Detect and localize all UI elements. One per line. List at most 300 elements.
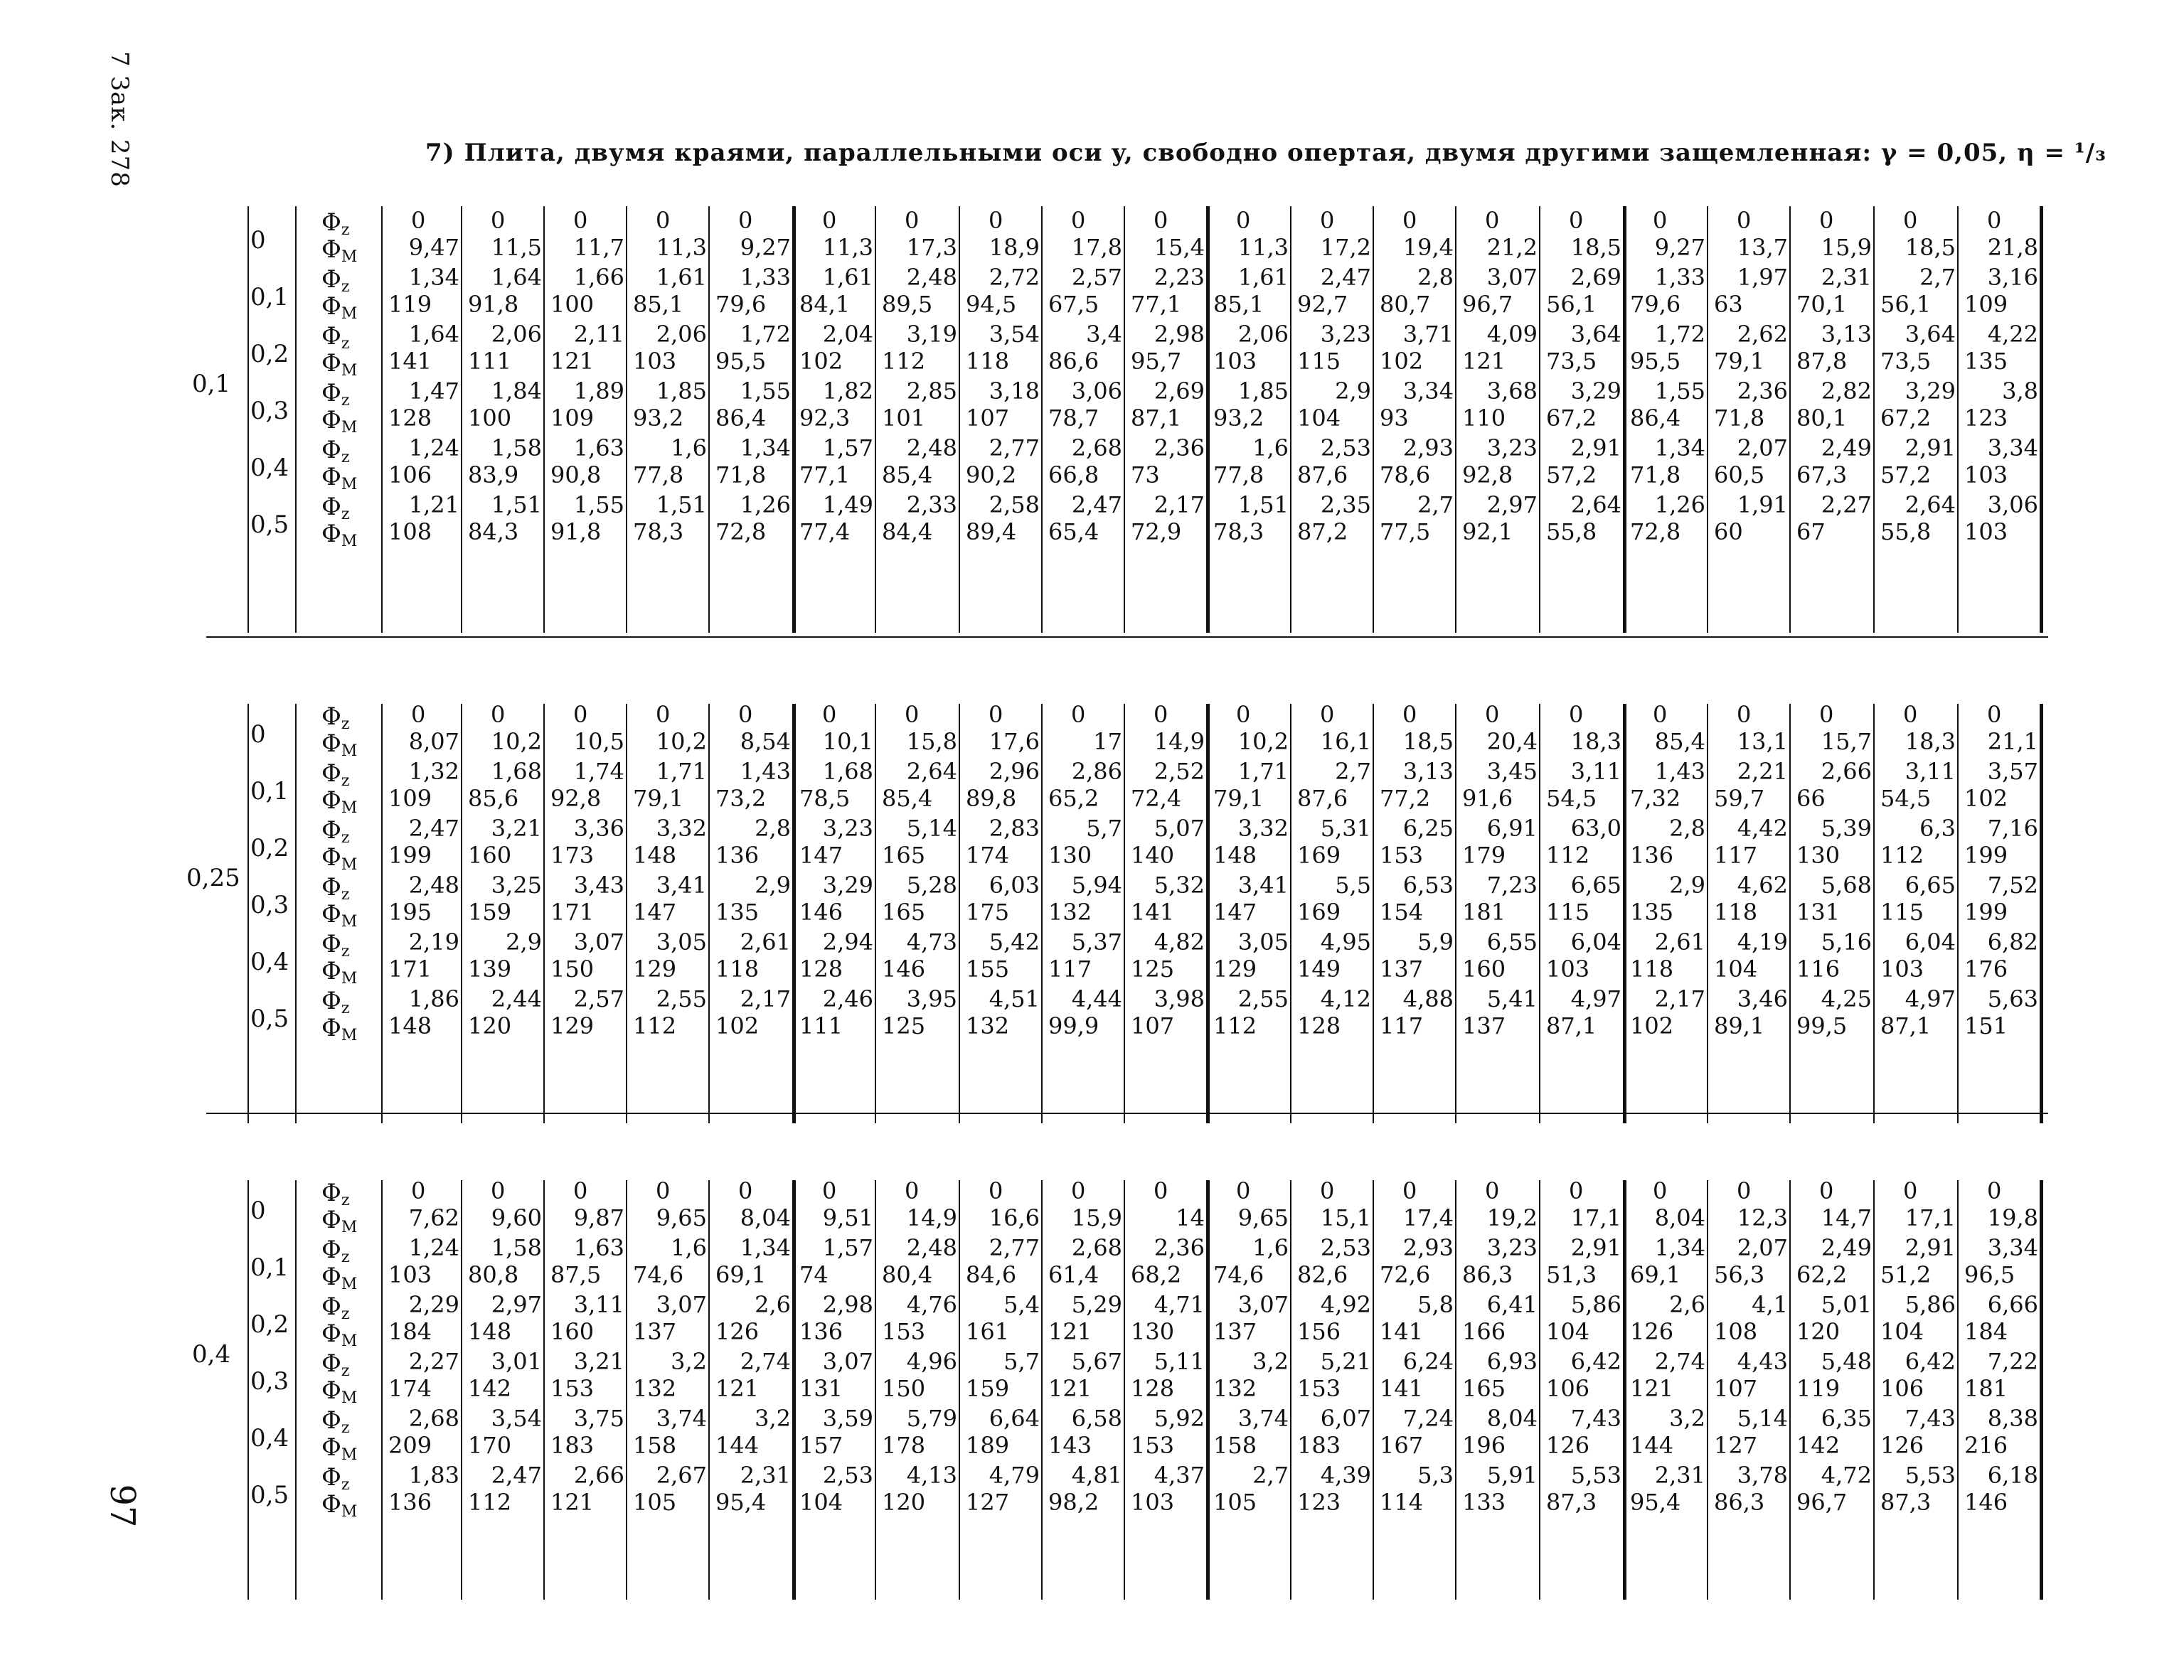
cell-phi-m: 95,5: [715, 348, 767, 375]
cell-phi-m: 62,2: [1796, 1261, 1848, 1288]
cell-phi-m: 85,4: [882, 461, 933, 488]
cell-phi-z: 0: [989, 701, 1003, 728]
cell-phi-z: 0: [822, 207, 837, 234]
cell-phi-m: 85,4: [882, 785, 933, 812]
cell-phi-z: 1,49: [822, 491, 873, 518]
cell-phi-m: 89,8: [966, 785, 1017, 812]
cell-phi-z: 1,64: [491, 264, 542, 291]
cell-phi-z: 0: [1071, 1177, 1086, 1204]
cell-phi-m: 128: [1131, 1375, 1175, 1402]
cell-phi-m: 136: [799, 1318, 843, 1345]
cell-phi-z: 2,06: [656, 321, 707, 348]
cell-phi-z: 2,04: [822, 321, 873, 348]
cell-phi-z: 2,52: [1154, 758, 1205, 785]
cell-phi-m: 148: [1213, 842, 1257, 869]
cell-phi-m: 87,1: [1880, 1012, 1932, 1039]
cell-phi-z: 6,42: [1905, 1348, 1956, 1375]
cell-phi-z: 1,24: [408, 434, 459, 461]
cell-phi-m: 92,3: [799, 405, 851, 432]
cell-phi-m: 14,9: [1154, 728, 1205, 755]
phi-subscript: M: [341, 1503, 358, 1521]
cell-phi-z: 4,72: [1821, 1462, 1872, 1489]
block-vline: [1957, 206, 1959, 633]
cell-phi-z: 1,71: [1237, 758, 1289, 785]
cell-phi-m: 69,1: [1630, 1261, 1681, 1288]
cell-phi-m: 144: [715, 1432, 760, 1459]
cell-phi-m: 195: [388, 899, 432, 926]
cell-phi-m: 21,2: [1486, 234, 1538, 261]
cell-phi-m: 9,27: [1654, 234, 1705, 261]
cell-phi-m: 93,2: [633, 405, 684, 432]
cell-phi-m: 14,7: [1821, 1204, 1872, 1231]
cell-phi-m: 56,3: [1714, 1261, 1765, 1288]
xi-label: 0,1: [250, 777, 289, 806]
cell-phi-m: 11,7: [573, 234, 624, 261]
phi-subscript: M: [341, 799, 358, 817]
phi-subscript: z: [341, 1000, 350, 1017]
cell-phi-z: 3,64: [1570, 321, 1621, 348]
cell-phi-z: 0: [1653, 207, 1668, 234]
cell-phi-z: 4,96: [906, 1348, 957, 1375]
phi-symbol: Φ: [321, 1433, 341, 1462]
cell-phi-m: 10,2: [1237, 728, 1289, 755]
cell-phi-z: 3,18: [989, 378, 1040, 405]
cell-phi-m: 196: [1462, 1432, 1506, 1459]
cell-phi-m: 179: [1462, 842, 1506, 869]
cell-phi-z: 4,42: [1737, 815, 1788, 842]
cell-phi-m: 79,1: [1714, 348, 1765, 375]
cell-phi-z: 5,41: [1486, 985, 1538, 1012]
cell-phi-m: 80,1: [1796, 405, 1848, 432]
block-vline: [295, 206, 297, 633]
cell-phi-z: 3,43: [573, 872, 624, 899]
cell-phi-z: 0: [1320, 701, 1335, 728]
block-vline: [708, 1180, 710, 1600]
cell-phi-z: 5,86: [1570, 1291, 1621, 1318]
cell-phi-z: 5,94: [1071, 872, 1122, 899]
row-label-phi-z: [321, 381, 349, 409]
cell-phi-m: 11,3: [656, 234, 707, 261]
cell-phi-z: 5,21: [1320, 1348, 1371, 1375]
cell-phi-z: 1,34: [740, 1234, 791, 1261]
cell-phi-z: 0: [1987, 207, 2002, 234]
cell-phi-m: 109: [550, 405, 595, 432]
cell-phi-z: 2,53: [1320, 434, 1371, 461]
row-label-phi-z: [321, 989, 349, 1017]
cell-phi-m: 73: [1131, 461, 1160, 488]
cell-phi-m: 129: [550, 1012, 595, 1039]
cell-phi-z: 1,34: [408, 264, 459, 291]
cell-phi-z: 0: [1819, 701, 1834, 728]
cell-phi-m: 7,62: [408, 1204, 459, 1231]
cell-phi-m: 10,2: [656, 728, 707, 755]
cell-phi-z: 2,64: [1905, 491, 1956, 518]
cell-phi-z: 2,17: [1654, 985, 1705, 1012]
row-label-phi-m: [321, 1322, 357, 1349]
cell-phi-m: 121: [1048, 1375, 1092, 1402]
row-label-phi-z: [321, 818, 349, 846]
block-vline: [1539, 206, 1540, 633]
cell-phi-z: 7,23: [1486, 872, 1538, 899]
cell-phi-z: 5,48: [1821, 1348, 1872, 1375]
cell-phi-m: 95,4: [1630, 1489, 1681, 1516]
cell-phi-m: 54,5: [1880, 785, 1932, 812]
cell-phi-z: 7,16: [1987, 815, 2038, 842]
cell-phi-m: 156: [1297, 1318, 1341, 1345]
cell-phi-z: 2,82: [1821, 378, 1872, 405]
block-vline: [1707, 704, 1708, 1123]
phi-symbol: Φ: [321, 702, 341, 731]
cell-phi-z: 2,36: [1154, 434, 1205, 461]
cell-phi-z: 0: [822, 1177, 837, 1204]
cell-phi-z: 3,68: [1486, 378, 1538, 405]
phi-subscript: M: [341, 913, 358, 931]
cell-phi-m: 9,51: [822, 1204, 873, 1231]
cell-phi-z: 1,66: [573, 264, 624, 291]
cell-phi-m: 74,6: [633, 1261, 684, 1288]
cell-phi-z: 5,11: [1154, 1348, 1205, 1375]
cell-phi-z: 3,07: [1237, 1291, 1289, 1318]
row-label-phi-m: [321, 1265, 357, 1293]
phi-subscript: z: [341, 1192, 350, 1209]
cell-phi-m: 63: [1714, 291, 1743, 318]
page-number: 97: [102, 1484, 142, 1528]
cell-phi-z: 0: [1402, 207, 1417, 234]
cell-phi-m: 139: [468, 956, 512, 983]
cell-phi-z: 4,97: [1570, 985, 1621, 1012]
cell-phi-z: 2,93: [1402, 434, 1454, 461]
phi-subscript: M: [341, 1219, 358, 1236]
cell-phi-z: 2,91: [1570, 1234, 1621, 1261]
cell-phi-z: 5,63: [1987, 985, 2038, 1012]
cell-phi-z: 5,4: [1003, 1291, 1040, 1318]
cell-phi-z: 2,47: [408, 815, 459, 842]
cell-phi-z: 3,13: [1402, 758, 1454, 785]
cell-phi-m: 171: [550, 899, 595, 926]
cell-phi-z: 7,52: [1987, 872, 2038, 899]
cell-phi-z: 1,82: [822, 378, 873, 405]
xi-label: 0,1: [250, 283, 289, 311]
cell-phi-m: 86,4: [715, 405, 767, 432]
cell-phi-z: 0: [905, 207, 920, 234]
cell-phi-m: 115: [1880, 899, 1924, 926]
cell-phi-m: 87,1: [1546, 1012, 1597, 1039]
cell-phi-z: 1,61: [656, 264, 707, 291]
phi-subscript: M: [341, 1332, 358, 1350]
cell-phi-m: 107: [1714, 1375, 1758, 1402]
cell-phi-m: 100: [550, 291, 595, 318]
cell-phi-m: 117: [1380, 1012, 1424, 1039]
cell-phi-z: 5,67: [1071, 1348, 1122, 1375]
xi-label: 0,2: [250, 1310, 289, 1339]
block-vline: [2040, 1180, 2043, 1600]
row-label-phi-z: [321, 1295, 349, 1322]
cell-phi-m: 17,1: [1905, 1204, 1956, 1231]
cell-phi-m: 108: [1714, 1318, 1758, 1345]
cell-phi-z: 2,67: [656, 1462, 707, 1489]
cell-phi-z: 2,35: [1320, 491, 1371, 518]
phi-subscript: M: [341, 1027, 358, 1044]
cell-phi-z: 0: [1569, 1177, 1584, 1204]
cell-phi-z: 4,81: [1071, 1462, 1122, 1489]
cell-phi-m: 68,2: [1131, 1261, 1182, 1288]
block-vline: [792, 1180, 796, 1600]
cell-phi-m: 141: [1131, 899, 1175, 926]
cell-phi-m: 85,4: [1654, 728, 1705, 755]
block-vline: [1290, 704, 1291, 1123]
cell-phi-z: 2,61: [740, 929, 791, 956]
cell-phi-m: 132: [1213, 1375, 1257, 1402]
cell-phi-z: 3,32: [1237, 815, 1289, 842]
cell-phi-z: 1,26: [740, 491, 791, 518]
block-vline: [1373, 206, 1374, 633]
cell-phi-z: 4,79: [989, 1462, 1040, 1489]
cell-phi-z: 0: [573, 1177, 588, 1204]
block-separator: [206, 1113, 2048, 1114]
phi-symbol: Φ: [321, 436, 341, 464]
block-vline: [1873, 1180, 1875, 1600]
xi-label: 0,5: [250, 1481, 289, 1509]
block-vline: [543, 1180, 545, 1600]
cell-phi-m: 9,87: [573, 1204, 624, 1231]
cell-phi-m: 87,5: [550, 1261, 602, 1288]
block-vline: [543, 206, 545, 633]
phi-symbol: Φ: [321, 493, 341, 521]
cell-phi-m: 15,9: [1071, 1204, 1122, 1231]
cell-phi-z: 3,32: [656, 815, 707, 842]
cell-phi-m: 78,3: [1213, 518, 1264, 545]
cell-phi-z: 2,83: [989, 815, 1040, 842]
block-vline: [792, 206, 796, 633]
cell-phi-m: 183: [550, 1432, 595, 1459]
cell-phi-z: 2,69: [1154, 378, 1205, 405]
cell-phi-z: 0: [1987, 1177, 2002, 1204]
cell-phi-z: 2,7: [1335, 758, 1371, 785]
cell-phi-m: 115: [1546, 899, 1590, 926]
cell-phi-z: 5,07: [1154, 815, 1205, 842]
phi-subscript: M: [341, 362, 358, 380]
cell-phi-z: 4,37: [1154, 1462, 1205, 1489]
cell-phi-m: 119: [1796, 1375, 1841, 1402]
cell-phi-m: 100: [468, 405, 512, 432]
cell-phi-z: 0: [1402, 1177, 1417, 1204]
cell-phi-z: 0: [1485, 1177, 1500, 1204]
phi-symbol: Φ: [321, 322, 341, 351]
block-vline: [2040, 704, 2043, 1123]
cell-phi-m: 153: [1131, 1432, 1175, 1459]
row-label-phi-z: [321, 495, 349, 523]
cell-phi-m: 167: [1380, 1432, 1424, 1459]
cell-phi-m: 95,7: [1131, 348, 1182, 375]
row-label-phi-z: [321, 210, 349, 238]
cell-phi-z: 0: [738, 701, 753, 728]
block-vline: [1623, 206, 1626, 633]
phi-symbol: Φ: [321, 349, 341, 378]
lambda-label: 0,25: [186, 864, 240, 892]
cell-phi-m: 140: [1131, 842, 1175, 869]
block-vline: [1373, 1180, 1374, 1600]
cell-phi-m: 95,5: [1630, 348, 1681, 375]
cell-phi-m: 90,2: [966, 461, 1017, 488]
cell-phi-z: 2,8: [1669, 815, 1705, 842]
cell-phi-m: 106: [1880, 1375, 1924, 1402]
cell-phi-m: 125: [882, 1012, 926, 1039]
cell-phi-z: 3,54: [491, 1405, 542, 1432]
cell-phi-z: 4,73: [906, 929, 957, 956]
phi-subscript: z: [341, 943, 350, 961]
phi-symbol: Φ: [321, 1293, 341, 1321]
cell-phi-z: 6,93: [1486, 1348, 1538, 1375]
cell-phi-z: 6,91: [1486, 815, 1538, 842]
cell-phi-z: 0: [1402, 701, 1417, 728]
cell-phi-z: 2,64: [906, 758, 957, 785]
block-vline: [1124, 206, 1125, 633]
block-vline: [959, 1180, 960, 1600]
cell-phi-z: 2,7: [1252, 1462, 1289, 1489]
cell-phi-z: 6,42: [1570, 1348, 1621, 1375]
phi-symbol: Φ: [321, 1263, 341, 1291]
block-vline: [1539, 704, 1540, 1123]
cell-phi-z: 0: [738, 207, 753, 234]
cell-phi-m: 89,5: [882, 291, 933, 318]
cell-phi-z: 3,34: [1987, 434, 2038, 461]
phi-symbol: Φ: [321, 1206, 341, 1234]
cell-phi-z: 2,72: [989, 264, 1040, 291]
cell-phi-z: 2,48: [906, 264, 957, 291]
row-label-phi-z: [321, 1408, 349, 1436]
cell-phi-m: 112: [468, 1489, 512, 1516]
phi-subscript: z: [341, 715, 350, 733]
cell-phi-m: 96,5: [1964, 1261, 2015, 1288]
cell-phi-m: 121: [715, 1375, 760, 1402]
xi-label: 0,4: [250, 948, 289, 976]
xi-label: 0,5: [250, 510, 289, 539]
cell-phi-z: 63,0: [1570, 815, 1621, 842]
cell-phi-z: 2,9: [1669, 872, 1705, 899]
cell-phi-m: 94,5: [966, 291, 1017, 318]
cell-phi-z: 2,17: [1154, 491, 1205, 518]
xi-label: 0,3: [250, 891, 289, 919]
block-vline: [1707, 206, 1708, 633]
cell-phi-m: 155: [966, 956, 1010, 983]
block-vline: [626, 1180, 627, 1600]
cell-phi-z: 2,64: [1570, 491, 1621, 518]
cell-phi-m: 71,8: [1630, 461, 1681, 488]
block-vline: [1789, 704, 1791, 1123]
cell-phi-m: 112: [633, 1012, 677, 1039]
cell-phi-z: 2,33: [906, 491, 957, 518]
cell-phi-z: 5,39: [1821, 815, 1872, 842]
cell-phi-z: 0: [1485, 701, 1500, 728]
cell-phi-m: 71,8: [1714, 405, 1765, 432]
block-vline: [295, 1180, 297, 1600]
block-vline: [1789, 206, 1791, 633]
phi-symbol: Φ: [321, 1463, 341, 1492]
row-label-phi-m: [321, 465, 357, 493]
cell-phi-m: 104: [1880, 1318, 1924, 1345]
cell-phi-m: 120: [882, 1489, 926, 1516]
cell-phi-z: 3,01: [491, 1348, 542, 1375]
cell-phi-m: 175: [966, 899, 1010, 926]
cell-phi-z: 2,31: [1821, 264, 1872, 291]
cell-phi-z: 5,9: [1417, 929, 1454, 956]
cell-phi-m: 86,6: [1048, 348, 1099, 375]
cell-phi-z: 3,57: [1987, 758, 2038, 785]
cell-phi-m: 137: [633, 1318, 677, 1345]
cell-phi-z: 2,11: [573, 321, 624, 348]
block-vline: [792, 704, 796, 1123]
cell-phi-z: 4,1: [1752, 1291, 1788, 1318]
cell-phi-m: 130: [1796, 842, 1841, 869]
cell-phi-z: 4,22: [1987, 321, 2038, 348]
phi-symbol: Φ: [321, 843, 341, 872]
cell-phi-m: 99,9: [1048, 1012, 1099, 1039]
phi-symbol: Φ: [321, 786, 341, 815]
cell-phi-m: 65,4: [1048, 518, 1099, 545]
cell-phi-m: 87,6: [1297, 785, 1348, 812]
cell-phi-z: 0: [1737, 207, 1752, 234]
cell-phi-z: 0: [1569, 701, 1584, 728]
cell-phi-m: 121: [550, 348, 595, 375]
cell-phi-m: 17,3: [906, 234, 957, 261]
cell-phi-m: 86,4: [1630, 405, 1681, 432]
cell-phi-m: 78,5: [799, 785, 851, 812]
cell-phi-m: 136: [715, 842, 760, 869]
cell-phi-m: 111: [468, 348, 512, 375]
cell-phi-z: 0: [1236, 207, 1251, 234]
cell-phi-z: 4,92: [1320, 1291, 1371, 1318]
cell-phi-m: 18,3: [1570, 728, 1621, 755]
cell-phi-m: 14: [1176, 1204, 1205, 1231]
cell-phi-z: 0: [491, 207, 506, 234]
cell-phi-m: 96,7: [1462, 291, 1513, 318]
cell-phi-m: 72,6: [1380, 1261, 1431, 1288]
cell-phi-z: 5,16: [1821, 929, 1872, 956]
cell-phi-z: 2,98: [1154, 321, 1205, 348]
cell-phi-m: 89,1: [1714, 1012, 1765, 1039]
cell-phi-z: 2,86: [1071, 758, 1122, 785]
cell-phi-m: 73,2: [715, 785, 767, 812]
phi-subscript: M: [341, 533, 358, 550]
cell-phi-m: 103: [1964, 518, 2008, 545]
cell-phi-z: 1,47: [408, 378, 459, 405]
cell-phi-z: 1,33: [1654, 264, 1705, 291]
cell-phi-z: 3,07: [656, 1291, 707, 1318]
cell-phi-z: 3,2: [1252, 1348, 1289, 1375]
block-vline: [875, 206, 876, 633]
cell-phi-z: 2,74: [740, 1348, 791, 1375]
cell-phi-z: 2,07: [1737, 434, 1788, 461]
cell-phi-z: 5,14: [906, 815, 957, 842]
cell-phi-m: 77,8: [1213, 461, 1264, 488]
cell-phi-m: 85,6: [468, 785, 519, 812]
cell-phi-z: 2,98: [822, 1291, 873, 1318]
cell-phi-z: 1,58: [491, 1234, 542, 1261]
block-vline: [1206, 1180, 1210, 1600]
block-vline: [1455, 704, 1456, 1123]
block-vline: [708, 206, 710, 633]
cell-phi-z: 2,47: [1320, 264, 1371, 291]
cell-phi-z: 1,55: [1654, 378, 1705, 405]
xi-label: 0,3: [250, 1367, 289, 1396]
cell-phi-z: 2,69: [1570, 264, 1621, 291]
cell-phi-z: 1,43: [740, 758, 791, 785]
phi-subscript: z: [341, 772, 350, 790]
cell-phi-m: 121: [1630, 1375, 1674, 1402]
xi-label: 0: [250, 1197, 266, 1225]
cell-phi-z: 0: [1903, 1177, 1918, 1204]
cell-phi-z: 3,71: [1402, 321, 1454, 348]
